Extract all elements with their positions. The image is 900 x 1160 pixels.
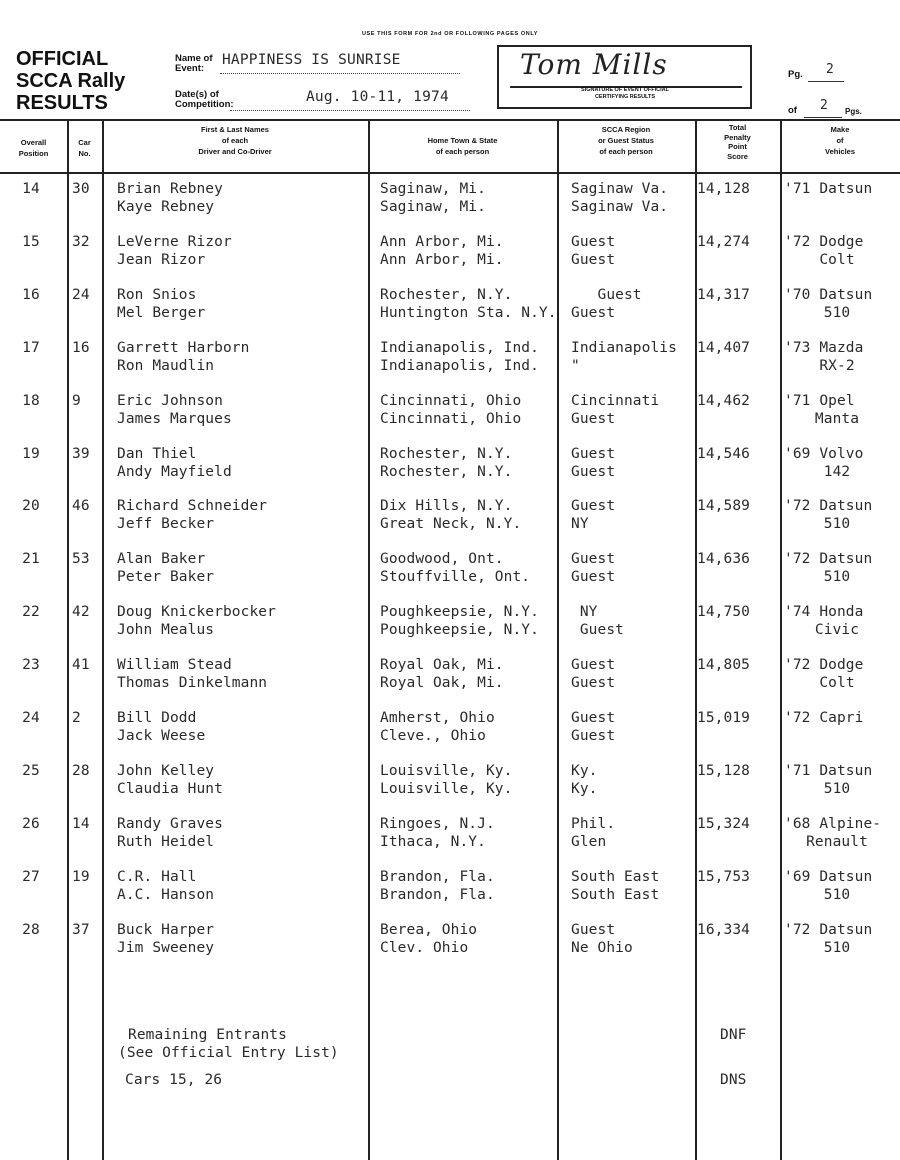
driver-hometown: Dix Hills, N.Y. — [380, 498, 513, 515]
header-score-line-4: Score — [727, 151, 748, 161]
remaining-entrants-note: Remaining Entrants — [128, 1027, 287, 1043]
driver-region: Saginaw Va. — [571, 181, 669, 197]
vehicle-model: 510 — [823, 780, 851, 797]
codriver-name: Thomas Dinkelmann — [117, 675, 268, 692]
driver-hometown: Ringoes, N.J. — [380, 815, 495, 832]
codriver-name: Claudia Hunt — [117, 780, 223, 797]
codriver-name: Kaye Rebney — [117, 199, 215, 215]
penalty-score: 14,589 — [697, 498, 750, 515]
form-usage-note: USE THIS FORM FOR 2nd OR FOLLOWING PAGES ONLY — [361, 31, 539, 37]
vehicle-make: '72 Datsun — [784, 498, 873, 515]
codriver-region: Ne Ohio — [571, 939, 633, 956]
codriver-region: Guest — [571, 622, 624, 639]
car-number: 37 — [72, 921, 90, 938]
penalty-score: 14,128 — [697, 181, 750, 197]
penalty-score: 14,462 — [697, 392, 750, 409]
codriver-region: South East — [571, 886, 660, 903]
header-make — [780, 124, 900, 157]
header-score-line-1: Total — [728, 123, 747, 132]
codriver-region: " — [571, 357, 580, 374]
penalty-score: 14,750 — [697, 604, 750, 621]
header-names — [102, 124, 368, 157]
driver-name: William Stead — [117, 657, 232, 674]
vehicle-make: '72 Capri — [784, 710, 864, 726]
dns-label: DNS — [720, 1072, 747, 1088]
vehicle-make: '69 Volvo — [784, 445, 864, 462]
car-number: 24 — [72, 286, 90, 303]
vehicle-model: Civic — [814, 622, 860, 639]
codriver-hometown: Ann Arbor, Mi. — [380, 251, 504, 268]
driver-region: Guest — [571, 498, 616, 515]
car-number: 32 — [72, 233, 90, 250]
codriver-region: Guest — [571, 675, 616, 692]
vehicle-model: 510 — [823, 939, 851, 956]
form-title — [16, 48, 125, 114]
col-divider-4 — [557, 119, 559, 1160]
vehicle-make: '71 Datsun — [784, 762, 873, 779]
title-line-3: RESULTS — [16, 92, 108, 114]
codriver-name: Jean Rizor — [117, 251, 206, 268]
header-make-line-1: Make — [830, 125, 850, 134]
codriver-name: Jack Weese — [117, 728, 206, 744]
penalty-score: 14,407 — [697, 339, 750, 356]
vehicle-model: 510 — [823, 304, 851, 321]
codriver-region: Guest — [571, 463, 616, 480]
codriver-name: Jeff Becker — [117, 516, 215, 533]
header-position-line-1: Overall — [20, 138, 47, 147]
driver-region: NY — [571, 604, 598, 621]
driver-name: Eric Johnson — [117, 392, 223, 409]
penalty-score: 14,636 — [697, 551, 750, 568]
codriver-region: Glen — [571, 833, 607, 850]
codriver-hometown: Ithaca, N.Y. — [380, 833, 486, 850]
penalty-score: 14,274 — [697, 233, 750, 250]
cars-not-started: Cars 15, 26 — [125, 1072, 223, 1088]
page-number-underline — [808, 81, 844, 82]
date-label-line-1: Date(s) of — [175, 89, 219, 100]
driver-hometown: Goodwood, Ont. — [380, 551, 504, 568]
car-number: 46 — [72, 498, 90, 515]
codriver-name: Peter Baker — [117, 569, 215, 586]
vehicle-model: Renault — [806, 833, 868, 850]
penalty-score: 16,334 — [697, 921, 750, 938]
driver-region: Guest — [571, 233, 616, 250]
driver-hometown: Rochester, N.Y. — [380, 445, 513, 462]
event-name-underline — [220, 73, 460, 74]
page-total: 2 — [820, 98, 829, 113]
of-label: of — [788, 105, 797, 116]
codriver-hometown: Rochester, N.Y. — [380, 463, 513, 480]
codriver-hometown: Huntington Sta. N.Y. — [380, 304, 557, 321]
header-score-line-3: Point — [728, 142, 747, 151]
page-label: Pg. — [788, 69, 803, 80]
driver-name: C.R. Hall — [117, 868, 197, 885]
header-car-line-1: Car — [78, 138, 91, 147]
vehicle-make: '74 Honda — [784, 604, 864, 621]
penalty-score: 14,546 — [697, 445, 750, 462]
codriver-name: Ron Maudlin — [117, 357, 215, 374]
col-divider-1 — [67, 119, 69, 1160]
entry-list-note: (See Official Entry List) — [118, 1045, 339, 1061]
driver-region: Guest — [571, 710, 616, 726]
signature-caption-line-2: CERTIFYING RESULTS — [594, 94, 656, 100]
overall-position: 24 — [22, 710, 40, 726]
driver-hometown: Poughkeepsie, N.Y. — [380, 604, 539, 621]
header-names-line-2: of each — [221, 136, 249, 145]
driver-name: Garrett Harborn — [117, 339, 250, 356]
dnf-label: DNF — [720, 1027, 747, 1043]
codriver-name: James Marques — [117, 410, 232, 427]
vehicle-make: '72 Dodge — [784, 657, 864, 674]
vehicle-make: '72 Datsun — [784, 921, 873, 938]
driver-name: LeVerne Rizor — [117, 233, 232, 250]
page-number: 2 — [826, 62, 835, 77]
driver-name: John Kelley — [117, 762, 215, 779]
header-car — [67, 137, 102, 159]
header-make-line-2: of — [836, 136, 844, 145]
driver-hometown: Berea, Ohio — [380, 921, 478, 938]
car-number: 9 — [72, 392, 81, 409]
overall-position: 19 — [22, 445, 40, 462]
overall-position: 25 — [22, 762, 40, 779]
driver-region: Guest — [571, 551, 616, 568]
overall-position: 21 — [22, 551, 40, 568]
header-hometown — [368, 135, 557, 157]
codriver-hometown: Brandon, Fla. — [380, 886, 495, 903]
driver-hometown: Royal Oak, Mi. — [380, 657, 504, 674]
codriver-region: Saginaw Va. — [571, 199, 669, 215]
event-label-line-1: Name of — [175, 53, 213, 64]
penalty-score: 15,128 — [697, 762, 750, 779]
overall-position: 22 — [22, 604, 40, 621]
codriver-region: Guest — [571, 410, 616, 427]
codriver-hometown: Royal Oak, Mi. — [380, 675, 504, 692]
overall-position: 20 — [22, 498, 40, 515]
vehicle-model: Colt — [819, 675, 855, 692]
vehicle-make: '68 Alpine- — [784, 815, 882, 832]
date-value: Aug. 10-11, 1974 — [306, 89, 449, 105]
car-number: 42 — [72, 604, 90, 621]
header-bottom-rule — [0, 172, 900, 174]
vehicle-make: '72 Datsun — [784, 551, 873, 568]
vehicle-model: Colt — [819, 251, 855, 268]
driver-name: Richard Schneider — [117, 498, 268, 515]
driver-name: Randy Graves — [117, 815, 223, 832]
car-number: 2 — [72, 710, 81, 726]
header-hometown-line-2: of each person — [435, 147, 490, 156]
codriver-hometown: Saginaw, Mi. — [380, 199, 486, 215]
codriver-name: John Mealus — [117, 622, 215, 639]
driver-hometown: Cincinnati, Ohio — [380, 392, 522, 409]
driver-region: Guest — [571, 657, 616, 674]
codriver-hometown: Clev. Ohio — [380, 939, 469, 956]
overall-position: 15 — [22, 233, 40, 250]
car-number: 41 — [72, 657, 90, 674]
codriver-hometown: Great Neck, N.Y. — [380, 516, 522, 533]
overall-position: 14 — [22, 181, 40, 197]
driver-hometown: Rochester, N.Y. — [380, 286, 513, 303]
penalty-score: 15,019 — [697, 710, 750, 726]
header-score-line-2: Penalty — [724, 132, 751, 142]
overall-position: 28 — [22, 921, 40, 938]
driver-region: Guest — [571, 286, 642, 303]
vehicle-make: '71 Opel — [784, 392, 855, 409]
signature-caption-line-1: SIGNATURE OF EVENT OFFICIAL — [581, 87, 669, 93]
driver-region: Phil. — [571, 815, 616, 832]
header-position-line-2: Position — [18, 149, 49, 158]
pages-label: Pgs. — [845, 107, 862, 116]
codriver-region: Guest — [571, 251, 616, 268]
col-divider-2 — [102, 119, 104, 1160]
vehicle-model: 142 — [823, 463, 851, 480]
header-hometown-line-1: Home Town & State — [427, 136, 498, 145]
codriver-name: Jim Sweeney — [117, 939, 215, 956]
codriver-region: Guest — [571, 304, 616, 321]
driver-region: Cincinnati — [571, 392, 660, 409]
penalty-score: 15,324 — [697, 815, 750, 832]
header-position — [0, 137, 67, 159]
official-signature: Tom Mills — [520, 48, 668, 81]
driver-region: Indianapolis — [571, 339, 677, 356]
header-region-line-3: of each person — [599, 147, 653, 156]
driver-hometown: Louisville, Ky. — [380, 762, 513, 779]
driver-name: Buck Harper — [117, 921, 215, 938]
codriver-hometown: Cincinnati, Ohio — [380, 410, 522, 427]
driver-name: Bill Dodd — [117, 710, 197, 726]
header-car-line-2: No. — [78, 149, 91, 158]
overall-position: 16 — [22, 286, 40, 303]
car-number: 39 — [72, 445, 90, 462]
vehicle-make: '73 Mazda — [784, 339, 864, 356]
codriver-name: Ruth Heidel — [117, 833, 215, 850]
codriver-hometown: Poughkeepsie, N.Y. — [380, 622, 539, 639]
codriver-name: Mel Berger — [117, 304, 206, 321]
header-region — [557, 124, 695, 157]
col-divider-6 — [780, 119, 782, 1160]
car-number: 30 — [72, 181, 90, 197]
vehicle-model: 510 — [823, 569, 851, 586]
driver-name: Ron Snios — [117, 286, 197, 303]
driver-name: Brian Rebney — [117, 181, 223, 197]
header-top-rule — [0, 119, 900, 121]
car-number: 16 — [72, 339, 90, 356]
driver-hometown: Saginaw, Mi. — [380, 181, 486, 197]
overall-position: 26 — [22, 815, 40, 832]
header-score — [695, 123, 780, 161]
overall-position: 23 — [22, 657, 40, 674]
codriver-name: A.C. Hanson — [117, 886, 215, 903]
codriver-hometown: Stouffville, Ont. — [380, 569, 531, 586]
driver-region: Guest — [571, 921, 616, 938]
title-line-1: OFFICIAL — [16, 48, 109, 70]
event-label-line-2: Event: — [175, 63, 205, 74]
col-divider-5 — [695, 119, 697, 1160]
overall-position: 17 — [22, 339, 40, 356]
driver-name: Dan Thiel — [117, 445, 197, 462]
driver-hometown: Ann Arbor, Mi. — [380, 233, 504, 250]
codriver-region: NY — [571, 516, 589, 533]
vehicle-model: 510 — [823, 886, 851, 903]
driver-region: Guest — [571, 445, 616, 462]
event-name-label — [175, 54, 212, 74]
vehicle-model: Manta — [814, 410, 860, 427]
header-names-line-1: First & Last Names — [201, 125, 269, 134]
vehicle-make: '69 Datsun — [784, 868, 873, 885]
header-region-line-2: or Guest Status — [598, 136, 654, 145]
codriver-hometown: Cleve., Ohio — [380, 728, 486, 744]
penalty-score: 14,317 — [697, 286, 750, 303]
vehicle-model: RX-2 — [819, 357, 855, 374]
page-total-underline — [804, 117, 842, 118]
date-label-line-2: Competition: — [175, 99, 234, 110]
header-names-line-3: Driver and Co-Driver — [198, 147, 272, 156]
vehicle-model: 510 — [823, 516, 851, 533]
driver-hometown: Amherst, Ohio — [380, 710, 495, 726]
car-number: 19 — [72, 868, 90, 885]
car-number: 14 — [72, 815, 90, 832]
event-name-value: HAPPINESS IS SUNRISE — [222, 52, 401, 68]
driver-hometown: Indianapolis, Ind. — [380, 339, 539, 356]
title-line-2: SCCA Rally — [16, 70, 126, 92]
car-number: 53 — [72, 551, 90, 568]
driver-region: Ky. — [571, 762, 598, 779]
vehicle-make: '72 Dodge — [784, 233, 864, 250]
header-make-line-3: Vehicles — [824, 147, 856, 156]
overall-position: 18 — [22, 392, 40, 409]
codriver-region: Guest — [571, 569, 616, 586]
date-underline — [230, 110, 470, 111]
signature-caption — [505, 87, 745, 101]
overall-position: 27 — [22, 868, 40, 885]
codriver-region: Ky. — [571, 780, 598, 797]
driver-hometown: Brandon, Fla. — [380, 868, 495, 885]
vehicle-make: '70 Datsun — [784, 286, 873, 303]
codriver-name: Andy Mayfield — [117, 463, 232, 480]
driver-name: Doug Knickerbocker — [117, 604, 276, 621]
codriver-region: Guest — [571, 728, 616, 744]
driver-region: South East — [571, 868, 660, 885]
header-region-line-1: SCCA Region — [601, 125, 651, 134]
date-label — [175, 90, 234, 110]
codriver-hometown: Louisville, Ky. — [380, 780, 513, 797]
col-divider-3 — [368, 119, 370, 1160]
codriver-hometown: Indianapolis, Ind. — [380, 357, 539, 374]
penalty-score: 14,805 — [697, 657, 750, 674]
driver-name: Alan Baker — [117, 551, 206, 568]
car-number: 28 — [72, 762, 90, 779]
penalty-score: 15,753 — [697, 868, 750, 885]
vehicle-make: '71 Datsun — [784, 181, 873, 197]
